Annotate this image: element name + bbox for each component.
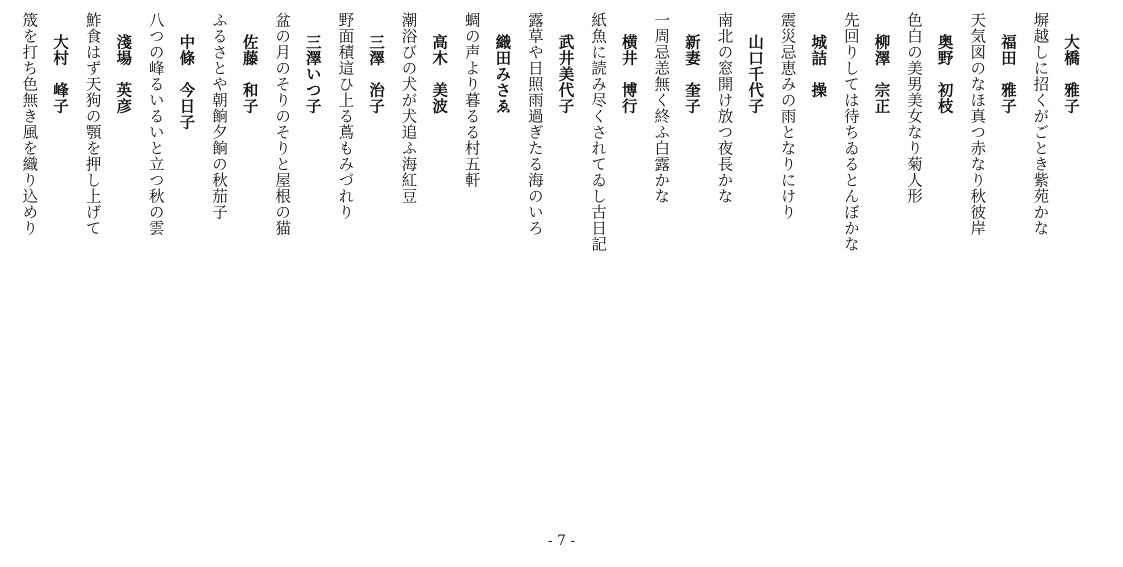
haiku-entry <box>202 12 265 312</box>
haiku-verse: 天気図のなほ真つ赤なり秋彼岸 <box>968 12 987 236</box>
haiku-verse: 一周忌恙無く終ふ白露かな <box>652 12 671 204</box>
haiku-entry <box>771 12 834 312</box>
author-name: 淺場 英彦 <box>114 33 134 114</box>
haiku-verse: 鮓食はず天狗の顎を押し上げて <box>83 12 102 236</box>
page-number: - 7 - <box>547 533 576 549</box>
author-name: 織田みさゑ <box>493 33 513 114</box>
author-name: 武井美代子 <box>556 33 576 114</box>
haiku-entry <box>645 12 708 312</box>
haiku-verse: 潮浴びの犬が犬追ふ海紅豆 <box>399 12 418 204</box>
haiku-entry <box>1024 12 1087 312</box>
author-name: 三澤いつ子 <box>303 33 323 114</box>
haiku-collection <box>13 12 1087 312</box>
haiku-verse: 南北の窓開け放つ夜長かな <box>715 12 734 204</box>
haiku-entry <box>708 12 771 312</box>
author-name: 福田 雅子 <box>998 33 1018 114</box>
haiku-verse: 筬を打ち色無き風を織り込めり <box>20 12 39 236</box>
haiku-entry <box>518 12 581 312</box>
haiku-entry <box>329 12 392 312</box>
author-name: 新妻 奎子 <box>682 33 702 114</box>
author-name: 大橋 雅子 <box>1062 33 1081 114</box>
haiku-verse: 先回りしては待ちゐるとんぼかな <box>841 12 860 252</box>
author-name: 山口千代子 <box>746 33 766 114</box>
author-name: 城詰 操 <box>809 33 829 98</box>
author-name: 奥野 初枝 <box>935 33 955 114</box>
author-name: 三澤 治子 <box>366 33 386 114</box>
haiku-verse: 塀越しに招くがごとき紫苑かな <box>1031 12 1050 236</box>
haiku-entry <box>76 12 139 312</box>
haiku-verse: 震災忌恵みの雨となりにけり <box>778 12 797 220</box>
haiku-entry <box>961 12 1024 312</box>
author-name: 中條 今日子 <box>177 33 197 130</box>
author-name: 横井 博行 <box>619 33 639 114</box>
author-name: 大村 峰子 <box>51 33 70 114</box>
haiku-verse: 蜩の声より暮るる村五軒 <box>462 12 481 188</box>
haiku-entry <box>834 12 897 312</box>
haiku-verse: 野面積這ひ上る蔦もみづれり <box>336 12 355 220</box>
haiku-verse: 紙魚に読み尽くされてゐし古日記 <box>589 12 608 252</box>
haiku-verse: ふるさとや朝餉夕餉の秋茄子 <box>209 12 228 220</box>
haiku-entry <box>582 12 645 312</box>
haiku-verse: 色白の美男美女なり菊人形 <box>905 12 924 204</box>
haiku-entry <box>13 12 76 312</box>
haiku-entry <box>897 12 960 312</box>
haiku-verse: 八つの峰るいるいと立つ秋の雲 <box>146 12 165 236</box>
author-name: 佐藤 和子 <box>240 33 260 114</box>
haiku-entry <box>455 12 518 312</box>
author-name: 柳澤 宗正 <box>872 33 892 114</box>
haiku-verse: 露草や日照雨過ぎたる海のいろ <box>525 12 544 236</box>
haiku-entry <box>266 12 329 312</box>
haiku-entry <box>392 12 455 312</box>
haiku-entry <box>139 12 202 312</box>
author-name: 高木 美波 <box>430 33 450 114</box>
haiku-verse: 盆の月のそりのそりと屋根の猫 <box>273 12 292 236</box>
